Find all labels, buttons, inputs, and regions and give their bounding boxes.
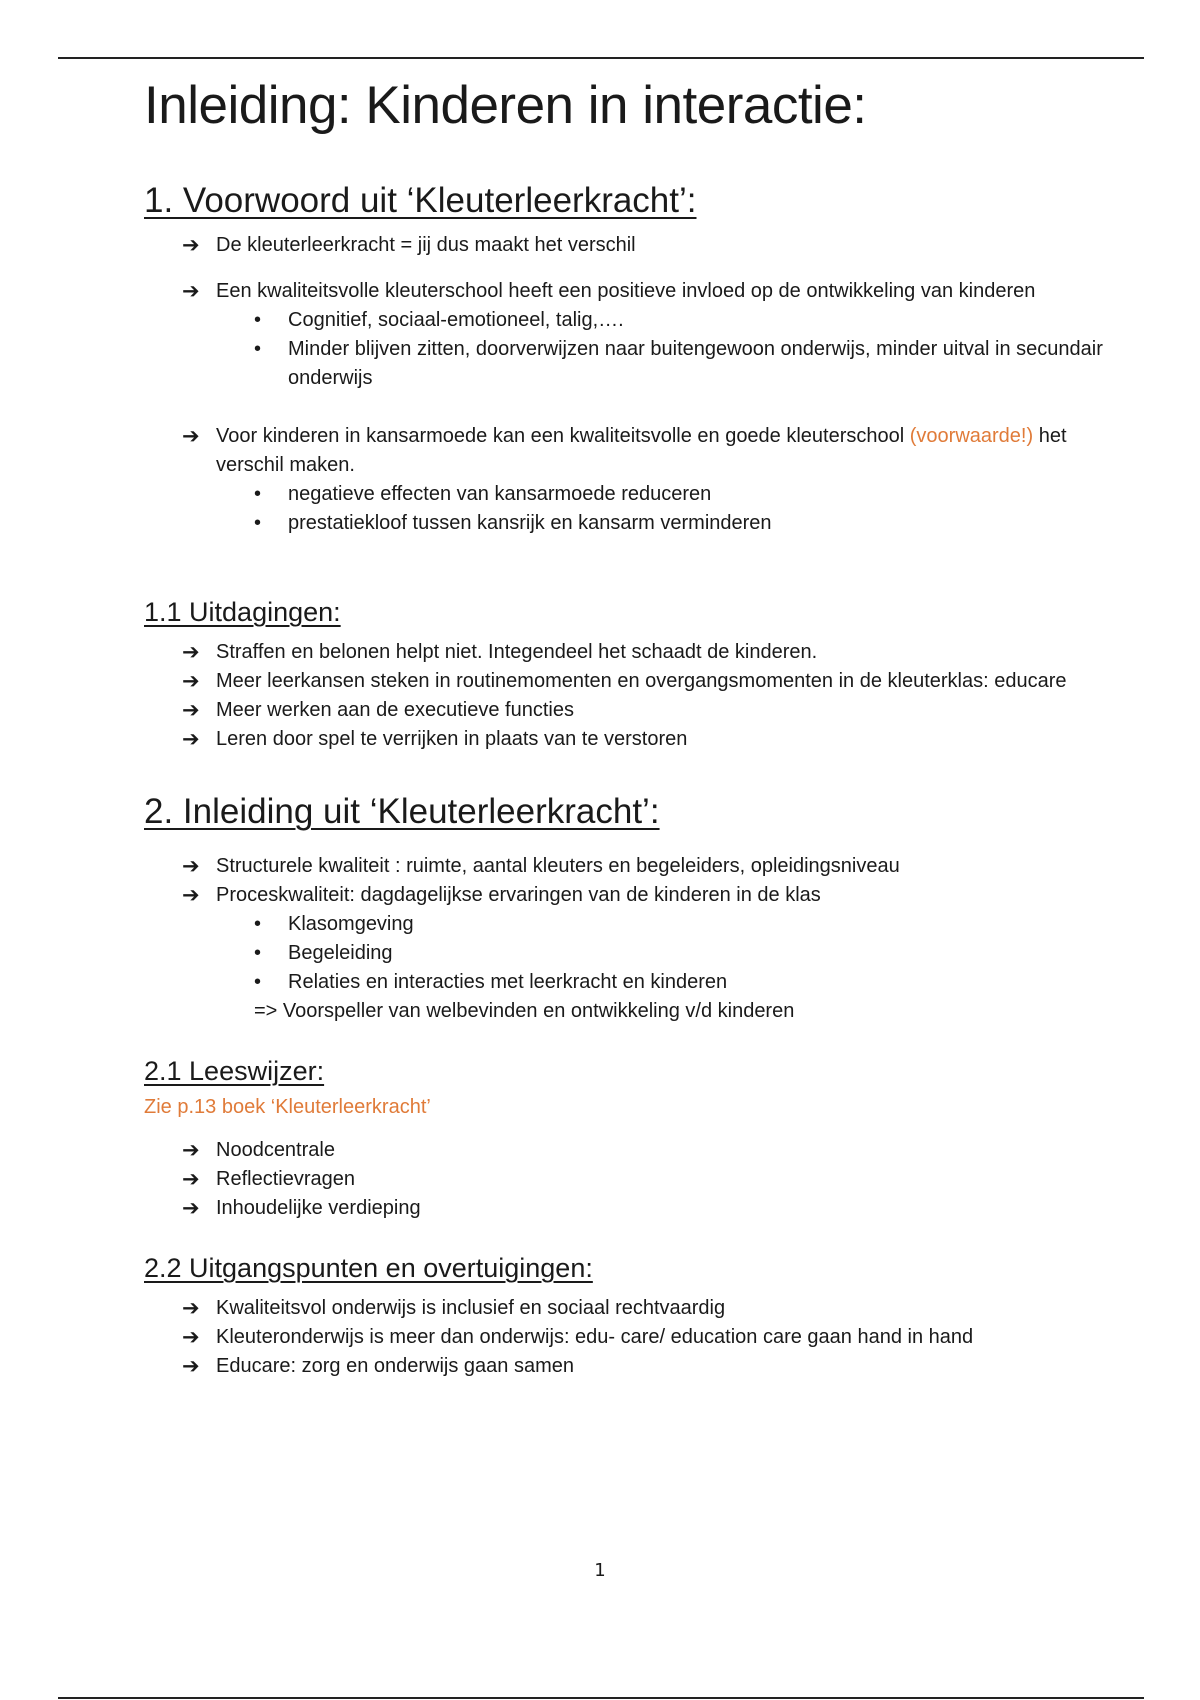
list-item-text: Een kwaliteitsvolle kleuterschool heeft een positieve invloed op de ontwikkeling van kinderen xyxy=(216,280,1036,302)
uitdagingen-list xyxy=(144,638,1104,754)
list-item-text: Proceskwaliteit: dagdagelijkse ervaringen van de kinderen in de klas xyxy=(216,884,821,906)
sub-item: • Minder blijven zitten, doorverwijzen naar buitengewoon onderwijs, minder uitval in secundair onderwijs xyxy=(254,335,1104,393)
bottom-rule xyxy=(58,1697,1144,1699)
sub-item: • prestatiekloof tussen kansrijk en kansarm verminderen xyxy=(254,509,1104,538)
sub-item: • Begeleiding xyxy=(254,939,1104,968)
page-number: 1 xyxy=(594,1560,606,1581)
reference-text: Zie p.13 boek ‘Kleuterleerkracht’ xyxy=(144,1096,431,1118)
list-item xyxy=(182,277,1104,393)
top-rule xyxy=(58,57,1144,59)
list-item: ➔ Reflectievragen xyxy=(182,1165,1104,1194)
page-title: Inleiding: Kinderen in interactie: xyxy=(144,76,867,135)
heading-leeswijzer: 2.1 Leeswijzer: xyxy=(144,1056,325,1086)
highlight-voorwaarde: (voorwaarde!) xyxy=(909,425,1034,447)
voorwoord-list-2 xyxy=(144,277,1104,393)
sub-item: • Klasomgeving xyxy=(254,910,1104,939)
list-item: ➔ Meer leerkansen steken in routinemomenten en overgangsmomenten in de kleuterklas: educare xyxy=(182,667,1104,696)
list-item xyxy=(182,422,1104,538)
list-item: ➔ Structurele kwaliteit : ruimte, aantal kleuters en begeleiders, opleidingsniveau xyxy=(182,852,1104,881)
list-item: ➔ Kleuteronderwijs is meer dan onderwijs: edu- care/ education care gaan hand in hand xyxy=(182,1323,1104,1352)
heading-voorwoord: 1. Voorwoord uit ‘Kleuterleerkracht’: xyxy=(144,181,697,220)
voorwoord-list-3 xyxy=(144,422,1104,538)
uitgangspunten-list xyxy=(144,1294,1104,1381)
list-item: ➔ Kwaliteitsvol onderwijs is inclusief en sociaal rechtvaardig xyxy=(182,1294,1104,1323)
heading-uitgangspunten: 2.2 Uitgangspunten en overtuigingen: xyxy=(144,1253,593,1283)
sub-item: • negatieve effecten van kansarmoede reduceren xyxy=(254,480,1104,509)
heading-uitdagingen: 1.1 Uitdagingen: xyxy=(144,597,341,627)
voorspeller-note: => Voorspeller van welbevinden en ontwikkeling v/d kinderen xyxy=(254,1000,795,1022)
sub-item: • Relaties en interacties met leerkracht en kinderen xyxy=(254,968,1104,997)
list-item: ➔ Straffen en belonen helpt niet. Integendeel het schaadt de kinderen. xyxy=(182,638,1104,667)
leeswijzer-list xyxy=(144,1136,1104,1223)
list-item xyxy=(182,881,1104,1026)
heading-inleiding: 2. Inleiding uit ‘Kleuterleerkracht’: xyxy=(144,792,660,831)
list-item-text: Voor kinderen in kansarmoede kan een kwaliteitsvolle en goede kleuterschool xyxy=(216,425,910,447)
voorwoord-list xyxy=(144,231,1104,260)
list-item: ➔ Inhoudelijke verdieping xyxy=(182,1194,1104,1223)
inleiding-list xyxy=(144,852,1104,1026)
list-item: ➔ Leren door spel te verrijken in plaats van te verstoren xyxy=(182,725,1104,754)
list-item: ➔ Meer werken aan de executieve functies xyxy=(182,696,1104,725)
list-item-text-end: het verschil maken. xyxy=(216,425,1067,476)
document-body xyxy=(144,70,1104,1381)
list-item: ➔ De kleuterleerkracht = jij dus maakt het verschil xyxy=(182,231,1104,260)
sub-item: • Cognitief, sociaal-emotioneel, talig,…. xyxy=(254,306,1104,335)
list-item: ➔ Educare: zorg en onderwijs gaan samen xyxy=(182,1352,1104,1381)
list-item: ➔ Noodcentrale xyxy=(182,1136,1104,1165)
